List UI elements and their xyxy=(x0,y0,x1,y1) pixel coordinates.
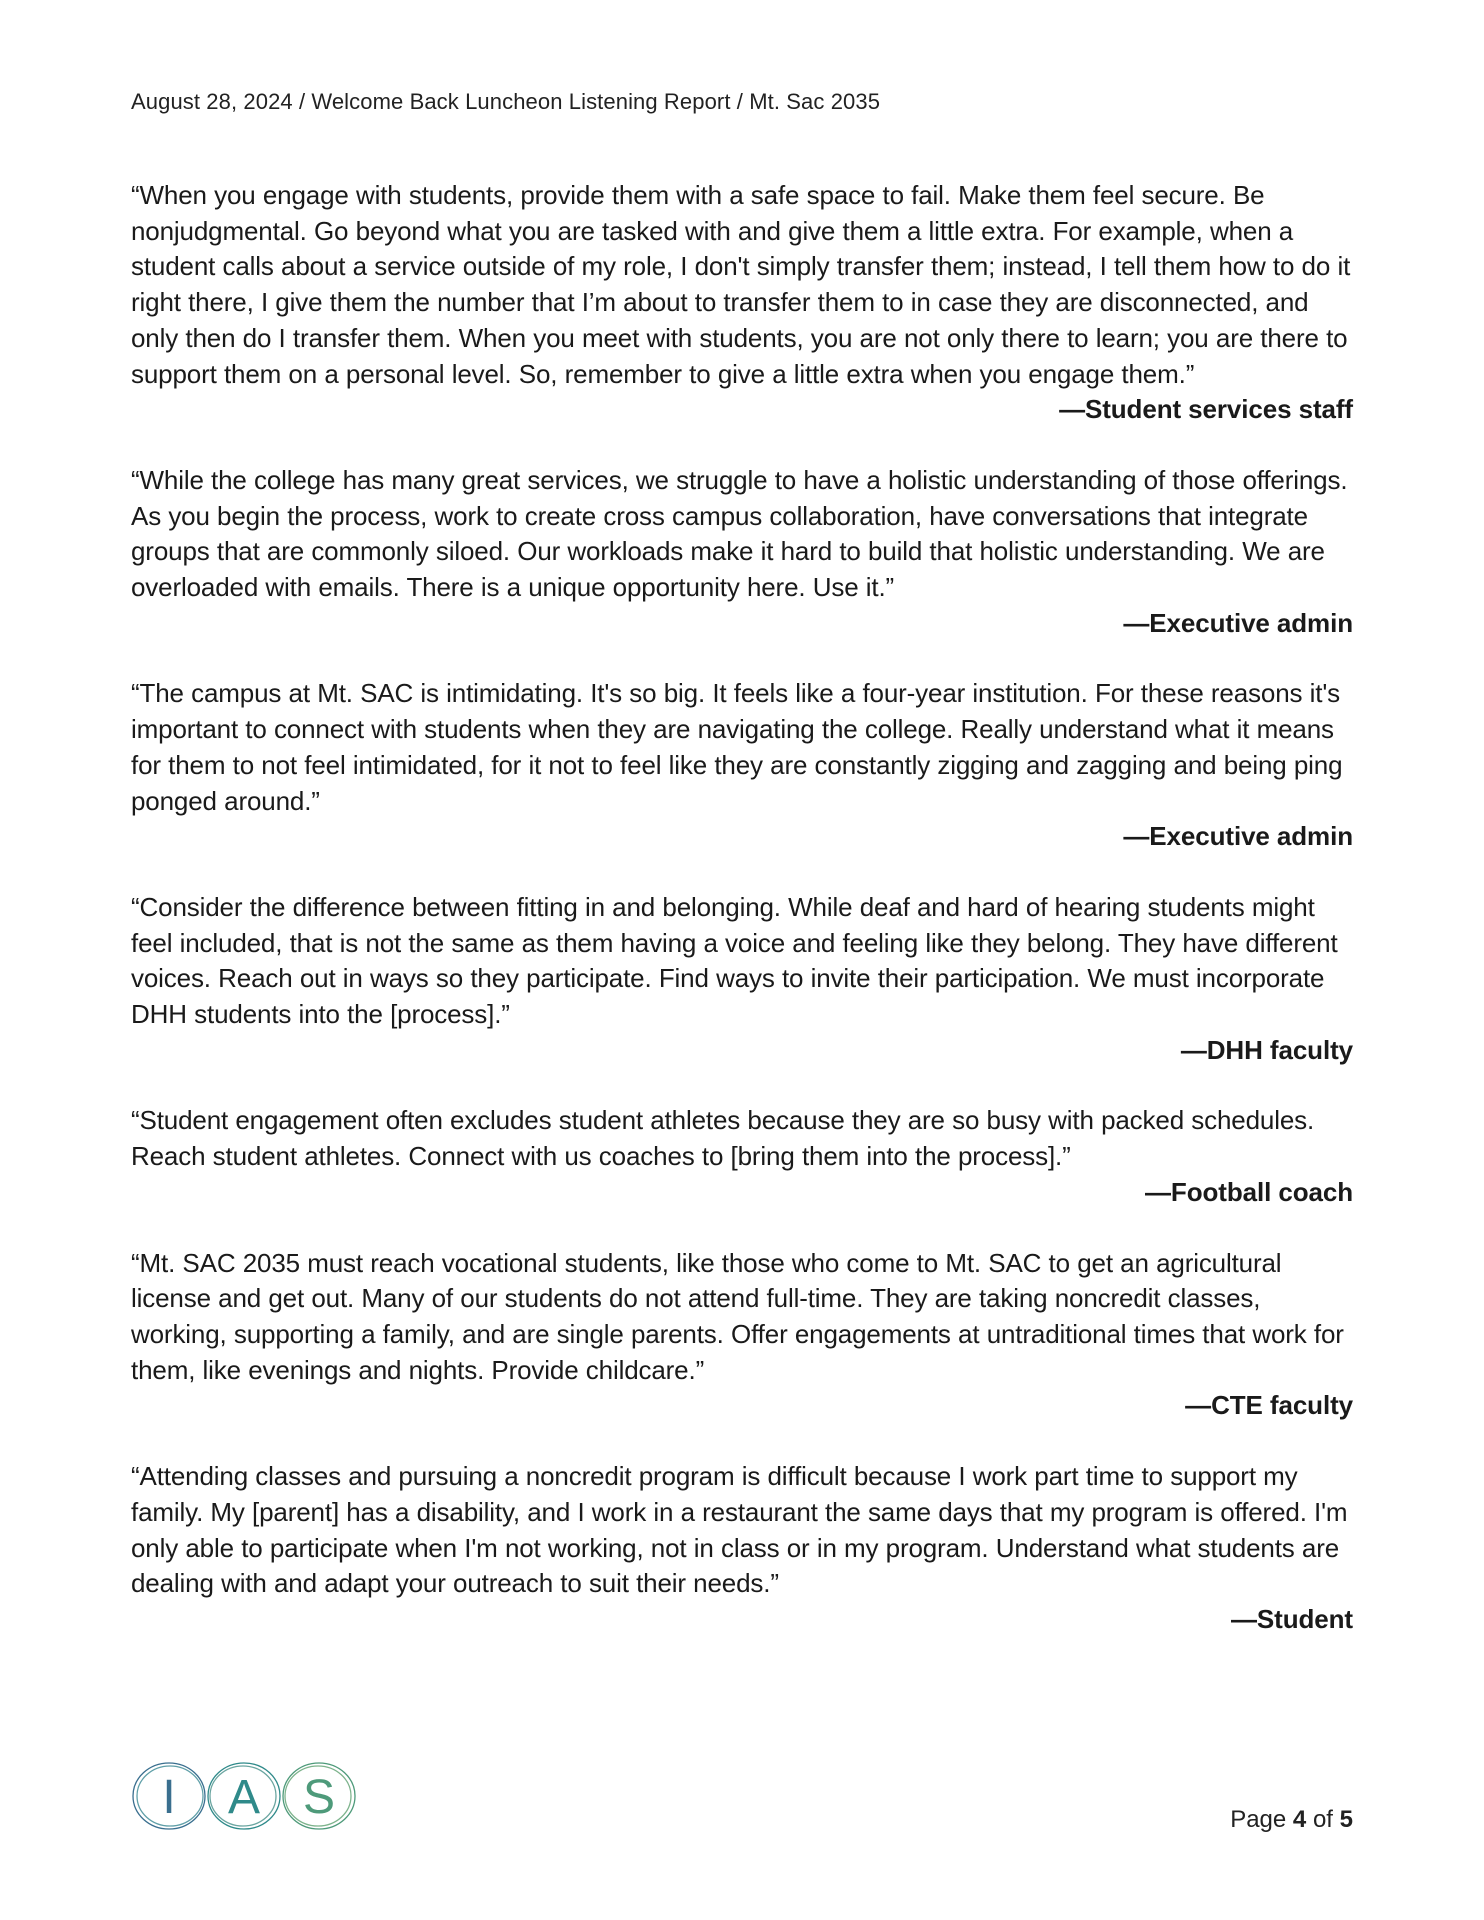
quote-block xyxy=(131,1459,1353,1638)
quote-block xyxy=(131,463,1353,642)
quote-text: “When you engage with students, provide them with a safe space to fail. Make them feel secure. Be nonjudgmental. Go beyond what you are tasked with and give them a little extra. For example, when a student calls about a service outside of my role, I don't simply transfer them; instead, I tell them how to do it right there, I give them the number that I’m about to transfer them to in case they are disconnected, and only then do I transfer them. When you meet with students, you are not only there to learn; you are there to support them on a personal level. So, remember to give a little extra when you engage them.” xyxy=(131,180,1351,389)
logo-letter-s: S xyxy=(302,1771,336,1824)
quote-text: “Student engagement often excludes student athletes because they are so busy with packed schedules. Reach student athletes. Connect with us coaches to [bring them into the process].” xyxy=(131,1105,1315,1172)
quote-attribution: —Student services staff xyxy=(1059,394,1353,425)
quote-attribution: —CTE faculty xyxy=(1185,1390,1353,1421)
quote-text: “Attending classes and pursuing a noncredit program is difficult because I work part time to support my family. My [parent] has a disability, and I work in a restaurant the same days that my program is offered. I'm only able to participate when I'm not working, not in class or in my program. Understand what students are dealing with and adapt your outreach to suit their needs.” xyxy=(131,1461,1348,1599)
quotes-section xyxy=(131,178,1353,1673)
quote-attribution: —Student xyxy=(1231,1603,1353,1634)
quote-attribution: —Executive admin xyxy=(1123,607,1353,638)
quote-block xyxy=(131,890,1353,1069)
quote-text: “The campus at Mt. SAC is intimidating. It's so big. It feels like a four-year institution. For these reasons it's important to connect with students when they are navigating the college. Really understand what it means for them to not feel intimidated, for it not to feel like they are constantly zigging and zagging and being ping ponged around.” xyxy=(131,678,1343,816)
page-total: 5 xyxy=(1339,1806,1353,1833)
quote-block xyxy=(131,1103,1353,1210)
quote-text: “Mt. SAC 2035 must reach vocational students, like those who come to Mt. SAC to get an agricultural license and get out. Many of our students do not attend full-time. They are taking noncredit classes, working, supporting a family, and are single parents. Offer engagements at untraditional times that work for them, like evenings and nights. Provide childcare.” xyxy=(131,1247,1344,1385)
page-header: August 28, 2024 / Welcome Back Luncheon Listening Report / Mt. Sac 2035 xyxy=(131,89,881,114)
logo-letter-a: A xyxy=(227,1771,261,1824)
quote-attribution: —Executive admin xyxy=(1123,821,1353,852)
logo-letter-i: I xyxy=(162,1771,176,1824)
ias-logo xyxy=(131,1758,357,1834)
quote-attribution: —DHH faculty xyxy=(1180,1034,1353,1065)
quote-block xyxy=(131,178,1353,428)
quote-text: “While the college has many great services, we struggle to have a holistic understanding of those offerings. As you begin the process, work to create cross campus collaboration, have conversations that integrate groups that are commonly siloed. Our workloads make it hard to build that holistic understanding. We are overloaded with emails. There is a unique opportunity here. Use it.” xyxy=(131,464,1348,603)
quote-block xyxy=(131,676,1353,855)
page-current: 4 xyxy=(1292,1806,1307,1833)
quote-block xyxy=(131,1246,1353,1425)
page-prefix: Page xyxy=(1230,1806,1287,1833)
page-number xyxy=(1230,1806,1353,1834)
page-of: of xyxy=(1312,1806,1333,1833)
quote-attribution: —Football coach xyxy=(1145,1176,1353,1207)
quote-text: “Consider the difference between fitting in and belonging. While deaf and hard of hearing students might feel included, that is not the same as them having a voice and feeling like they belong. They have different voices. Reach out in ways so they participate. Find ways to invite their participation. We must incorporate DHH students into the [process].” xyxy=(131,891,1338,1030)
